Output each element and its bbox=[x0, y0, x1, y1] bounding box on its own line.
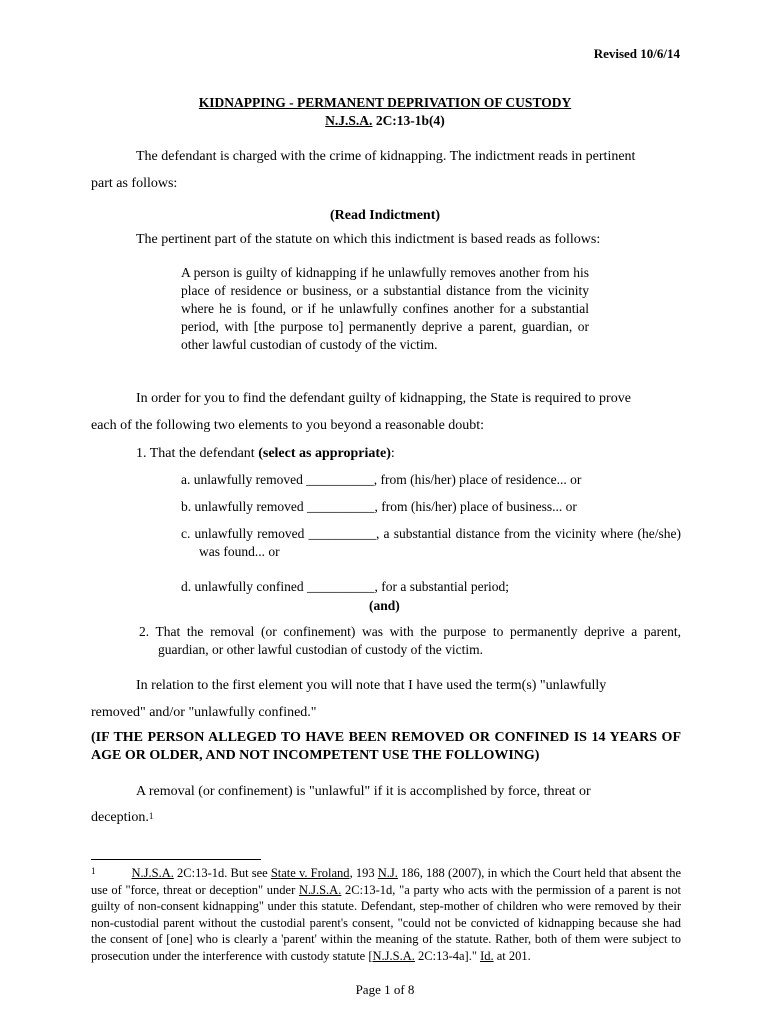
option-d: d. unlawfully confined __________, for a substantial period; bbox=[181, 579, 510, 594]
read-indictment-instruction: (Read Indictment) bbox=[329, 208, 441, 223]
option-c: c. unlawfully removed __________, a substantial distance from the vicinity where (he/she) was found... or bbox=[181, 526, 681, 559]
elements-intro-line-2: each of the following two elements to you beyond a reasonable doubt: bbox=[91, 418, 485, 433]
revision-date: Revised 10/6/14 bbox=[593, 46, 680, 61]
statute-intro: The pertinent part of the statute on which this indictment is based reads as follows: bbox=[136, 232, 601, 247]
select-instruction: (select as appropriate) bbox=[258, 446, 391, 461]
option-a: a. unlawfully removed __________, from (his/her) place of residence... or bbox=[181, 472, 582, 487]
element-1 bbox=[136, 445, 395, 463]
footnote-1 bbox=[91, 865, 681, 965]
statute-quote: A person is guilty of kidnapping if he unlawfully removes another from his place of residence or business, or a substantial distance from the vicinity where he is found, or if he unlawfully confines another for a substantial period, with [the purpose to] permanently deprive a parent, guardian, or other lawful custodian of custody of the victim. bbox=[181, 265, 589, 352]
unlawful-line-1: A removal (or confinement) is "unlawful" if it is accomplished by force, threat or bbox=[136, 784, 591, 799]
footnote-text: 2C:13-1d. But see bbox=[173, 866, 271, 880]
relation-line-1: In relation to the first element you will note that I have used the term(s) "unlawfully bbox=[136, 678, 607, 693]
footnote-reporter: N.J. bbox=[377, 866, 398, 880]
page-number: Page 1 of 8 bbox=[355, 982, 415, 997]
element-1-suffix: : bbox=[390, 446, 395, 461]
citation-abbrev: N.J.S.A. bbox=[325, 113, 373, 128]
age-instruction-heading: (IF THE PERSON ALLEGED TO HAVE BEEN REMOVED OR CONFINED IS 14 YEARS OF AGE OR OLDER, AND NOT INCOMPETENT USE THE FOLLOWING) bbox=[91, 730, 681, 763]
footnote-id-citation: Id. bbox=[480, 948, 494, 963]
citation-section: 2C:13-1b(4) bbox=[372, 113, 445, 128]
document-title: KIDNAPPING - PERMANENT DEPRIVATION OF CUSTODY bbox=[198, 95, 572, 110]
unlawful-line-2-text: deception. bbox=[91, 810, 149, 825]
footnote-text: 186, 188 (2007), in which the Court held that absent the use of "force, threat or deception" under bbox=[91, 866, 682, 897]
option-b: b. unlawfully removed __________, from (his/her) place of business... or bbox=[181, 499, 577, 514]
unlawful-line-2 bbox=[91, 809, 153, 827]
statute-citation bbox=[0, 113, 770, 129]
footnote-separator bbox=[91, 859, 261, 860]
intro-line-2: part as follows: bbox=[91, 176, 178, 191]
and-conjunction: (and) bbox=[369, 598, 400, 613]
relation-line-2: removed" and/or "unlawfully confined." bbox=[91, 705, 317, 720]
footnote-text: at 201. bbox=[493, 948, 531, 963]
footnote-text: 2C:13-1d, "a party who acts with the permission of a parent is not guilty of non-consent kidnapping" under this statute. Defendant, step-mother of children who were removed by their non-custodial parent without the custodial parent's consent, "could not be convicted of kidnapping because she had the consent of [one] who is clearly a 'parent' within the meaning of the statute. Rather, both of them were subject to prosecution under the interference with custody statute [ bbox=[91, 882, 682, 963]
footnote-citation: N.J.S.A. bbox=[372, 948, 415, 963]
footnote-citation: N.J.S.A. bbox=[131, 866, 174, 880]
intro-line-1: The defendant is charged with the crime of kidnapping. The indictment reads in pertinent bbox=[136, 149, 636, 164]
footnote-text: 2C:13-4a]." bbox=[414, 948, 481, 963]
footnote-citation: N.J.S.A. bbox=[298, 882, 342, 897]
footnote-case-name: State v. Froland bbox=[270, 866, 350, 880]
footnote-number: 1 bbox=[91, 866, 96, 876]
footnote-reference[interactable]: 1 bbox=[148, 811, 154, 821]
elements-intro-line-1: In order for you to find the defendant guilty of kidnapping, the State is required to prove bbox=[136, 391, 631, 406]
element-2: 2. That the removal (or confinement) was with the purpose to permanently deprive a parent, guardian, or other lawful custodian of custody of the victim. bbox=[139, 624, 681, 657]
footnote-text: , 193 bbox=[349, 866, 378, 880]
element-1-prefix: 1. That the defendant bbox=[136, 446, 259, 461]
